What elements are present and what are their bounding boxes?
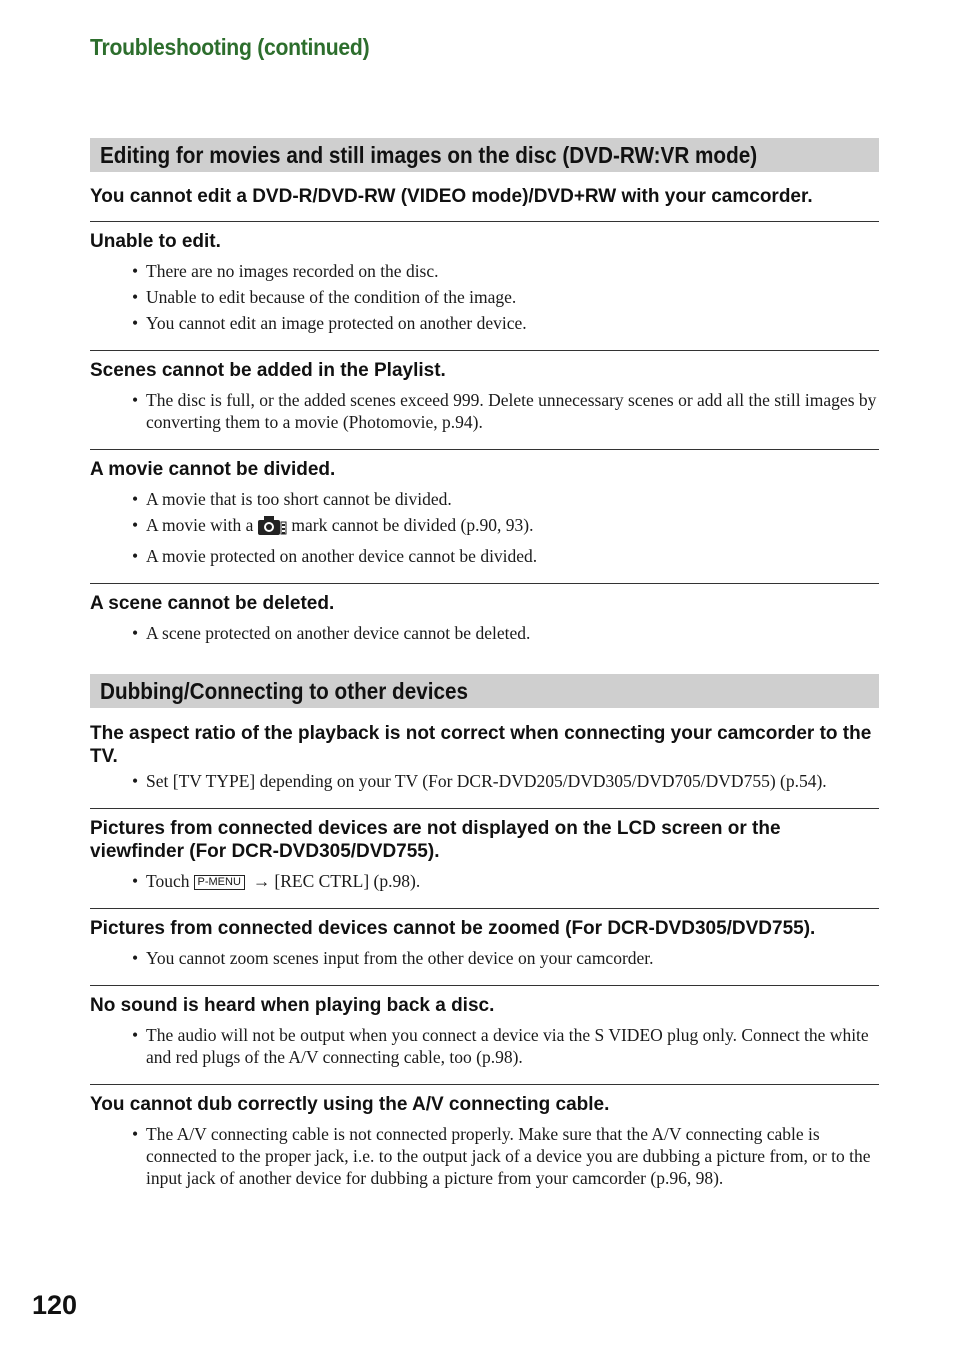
issue-aspect-ratio xyxy=(90,708,879,808)
bullet-list xyxy=(90,870,879,892)
bullet-list xyxy=(90,1024,879,1068)
section-heading-dubbing: Dubbing/Connecting to other devices xyxy=(90,674,879,708)
bullet-item: • A movie with a mark cannot be divided (p.90, 93). xyxy=(132,514,879,541)
issue-title: Pictures from connected devices are not displayed on the LCD screen or the viewfinder (For DCR-DVD305/DVD755). xyxy=(90,818,781,862)
bullet-item: • You cannot edit an image protected on another device. xyxy=(132,312,879,334)
issue-title: A movie cannot be divided. xyxy=(90,459,336,480)
bullet-item: • A scene protected on another device cannot be deleted. xyxy=(132,622,879,644)
bullet-item: • You cannot zoom scenes input from the other device on your camcorder. xyxy=(132,947,879,969)
issue-title: No sound is heard when playing back a disc. xyxy=(90,995,495,1016)
bullet-list xyxy=(90,770,879,792)
issue-movie-divided xyxy=(90,449,879,583)
photomovie-camera-icon xyxy=(257,514,287,541)
issue-scene-deleted xyxy=(90,583,879,660)
bullet-list xyxy=(90,389,879,433)
issue-title: Pictures from connected devices cannot be zoomed (For DCR-DVD305/DVD755). xyxy=(90,918,816,939)
section-heading-editing: Editing for movies and still images on the disc (DVD-RW:VR mode) xyxy=(90,138,879,172)
arrow-right-icon: → xyxy=(252,871,271,891)
page-number: 120 xyxy=(32,1290,78,1320)
issue-cannot-zoom xyxy=(90,908,879,985)
issue-cannot-dub xyxy=(90,1084,879,1205)
bullet-item: • Touch P-MENU → [REC CTRL] (p.98). xyxy=(132,870,879,892)
issue-pictures-not-displayed xyxy=(90,808,879,908)
bullet-item: • There are no images recorded on the disc. xyxy=(132,260,879,282)
page-content xyxy=(90,138,879,1205)
running-header: Troubleshooting (continued) xyxy=(90,34,370,60)
issue-no-sound xyxy=(90,985,879,1084)
p-menu-icon: P-MENU xyxy=(194,875,245,890)
bullet-item: • Unable to edit because of the condition of the image. xyxy=(132,286,879,308)
bullet-list xyxy=(90,622,879,644)
section-lead: You cannot edit a DVD-R/DVD-RW (VIDEO mode)/DVD+RW with your camcorder. xyxy=(90,186,813,207)
bullet-item: • The A/V connecting cable is not connected properly. Make sure that the A/V connecting cable is connected to the proper jack, i.e. to the output jack of a device you are dubbing a picture from, or to the input jack of another device for dubbing a picture from your camcorder (p.96, 98). xyxy=(132,1123,879,1189)
bullet-item: • Set [TV TYPE] depending on your TV (For DCR-DVD205/DVD305/DVD705/DVD755) (p.54). xyxy=(132,770,879,792)
bullet-list xyxy=(90,260,879,334)
issue-playlist xyxy=(90,350,879,449)
issue-title: Scenes cannot be added in the Playlist. xyxy=(90,360,446,381)
issue-title: A scene cannot be deleted. xyxy=(90,593,335,614)
bullet-list xyxy=(90,1123,879,1189)
issue-unable-to-edit xyxy=(90,221,879,350)
bullet-item: • The audio will not be output when you connect a device via the S VIDEO plug only. Connect the white and red plugs of the A/V connecting cable, too (p.98). xyxy=(132,1024,879,1068)
issue-title: Unable to edit. xyxy=(90,231,221,252)
bullet-item: • The disc is full, or the added scenes exceed 999. Delete unnecessary scenes or add all the still images by converting them to a movie (Photomovie, p.94). xyxy=(132,389,879,433)
issue-title: The aspect ratio of the playback is not correct when connecting your camcorder to the TV. xyxy=(90,723,872,767)
issue-title: You cannot dub correctly using the A/V connecting cable. xyxy=(90,1094,610,1115)
bullet-item: • A movie protected on another device cannot be divided. xyxy=(132,545,879,567)
bullet-item: • A movie that is too short cannot be divided. xyxy=(132,488,879,510)
bullet-list xyxy=(90,947,879,969)
bullet-list xyxy=(90,488,879,567)
